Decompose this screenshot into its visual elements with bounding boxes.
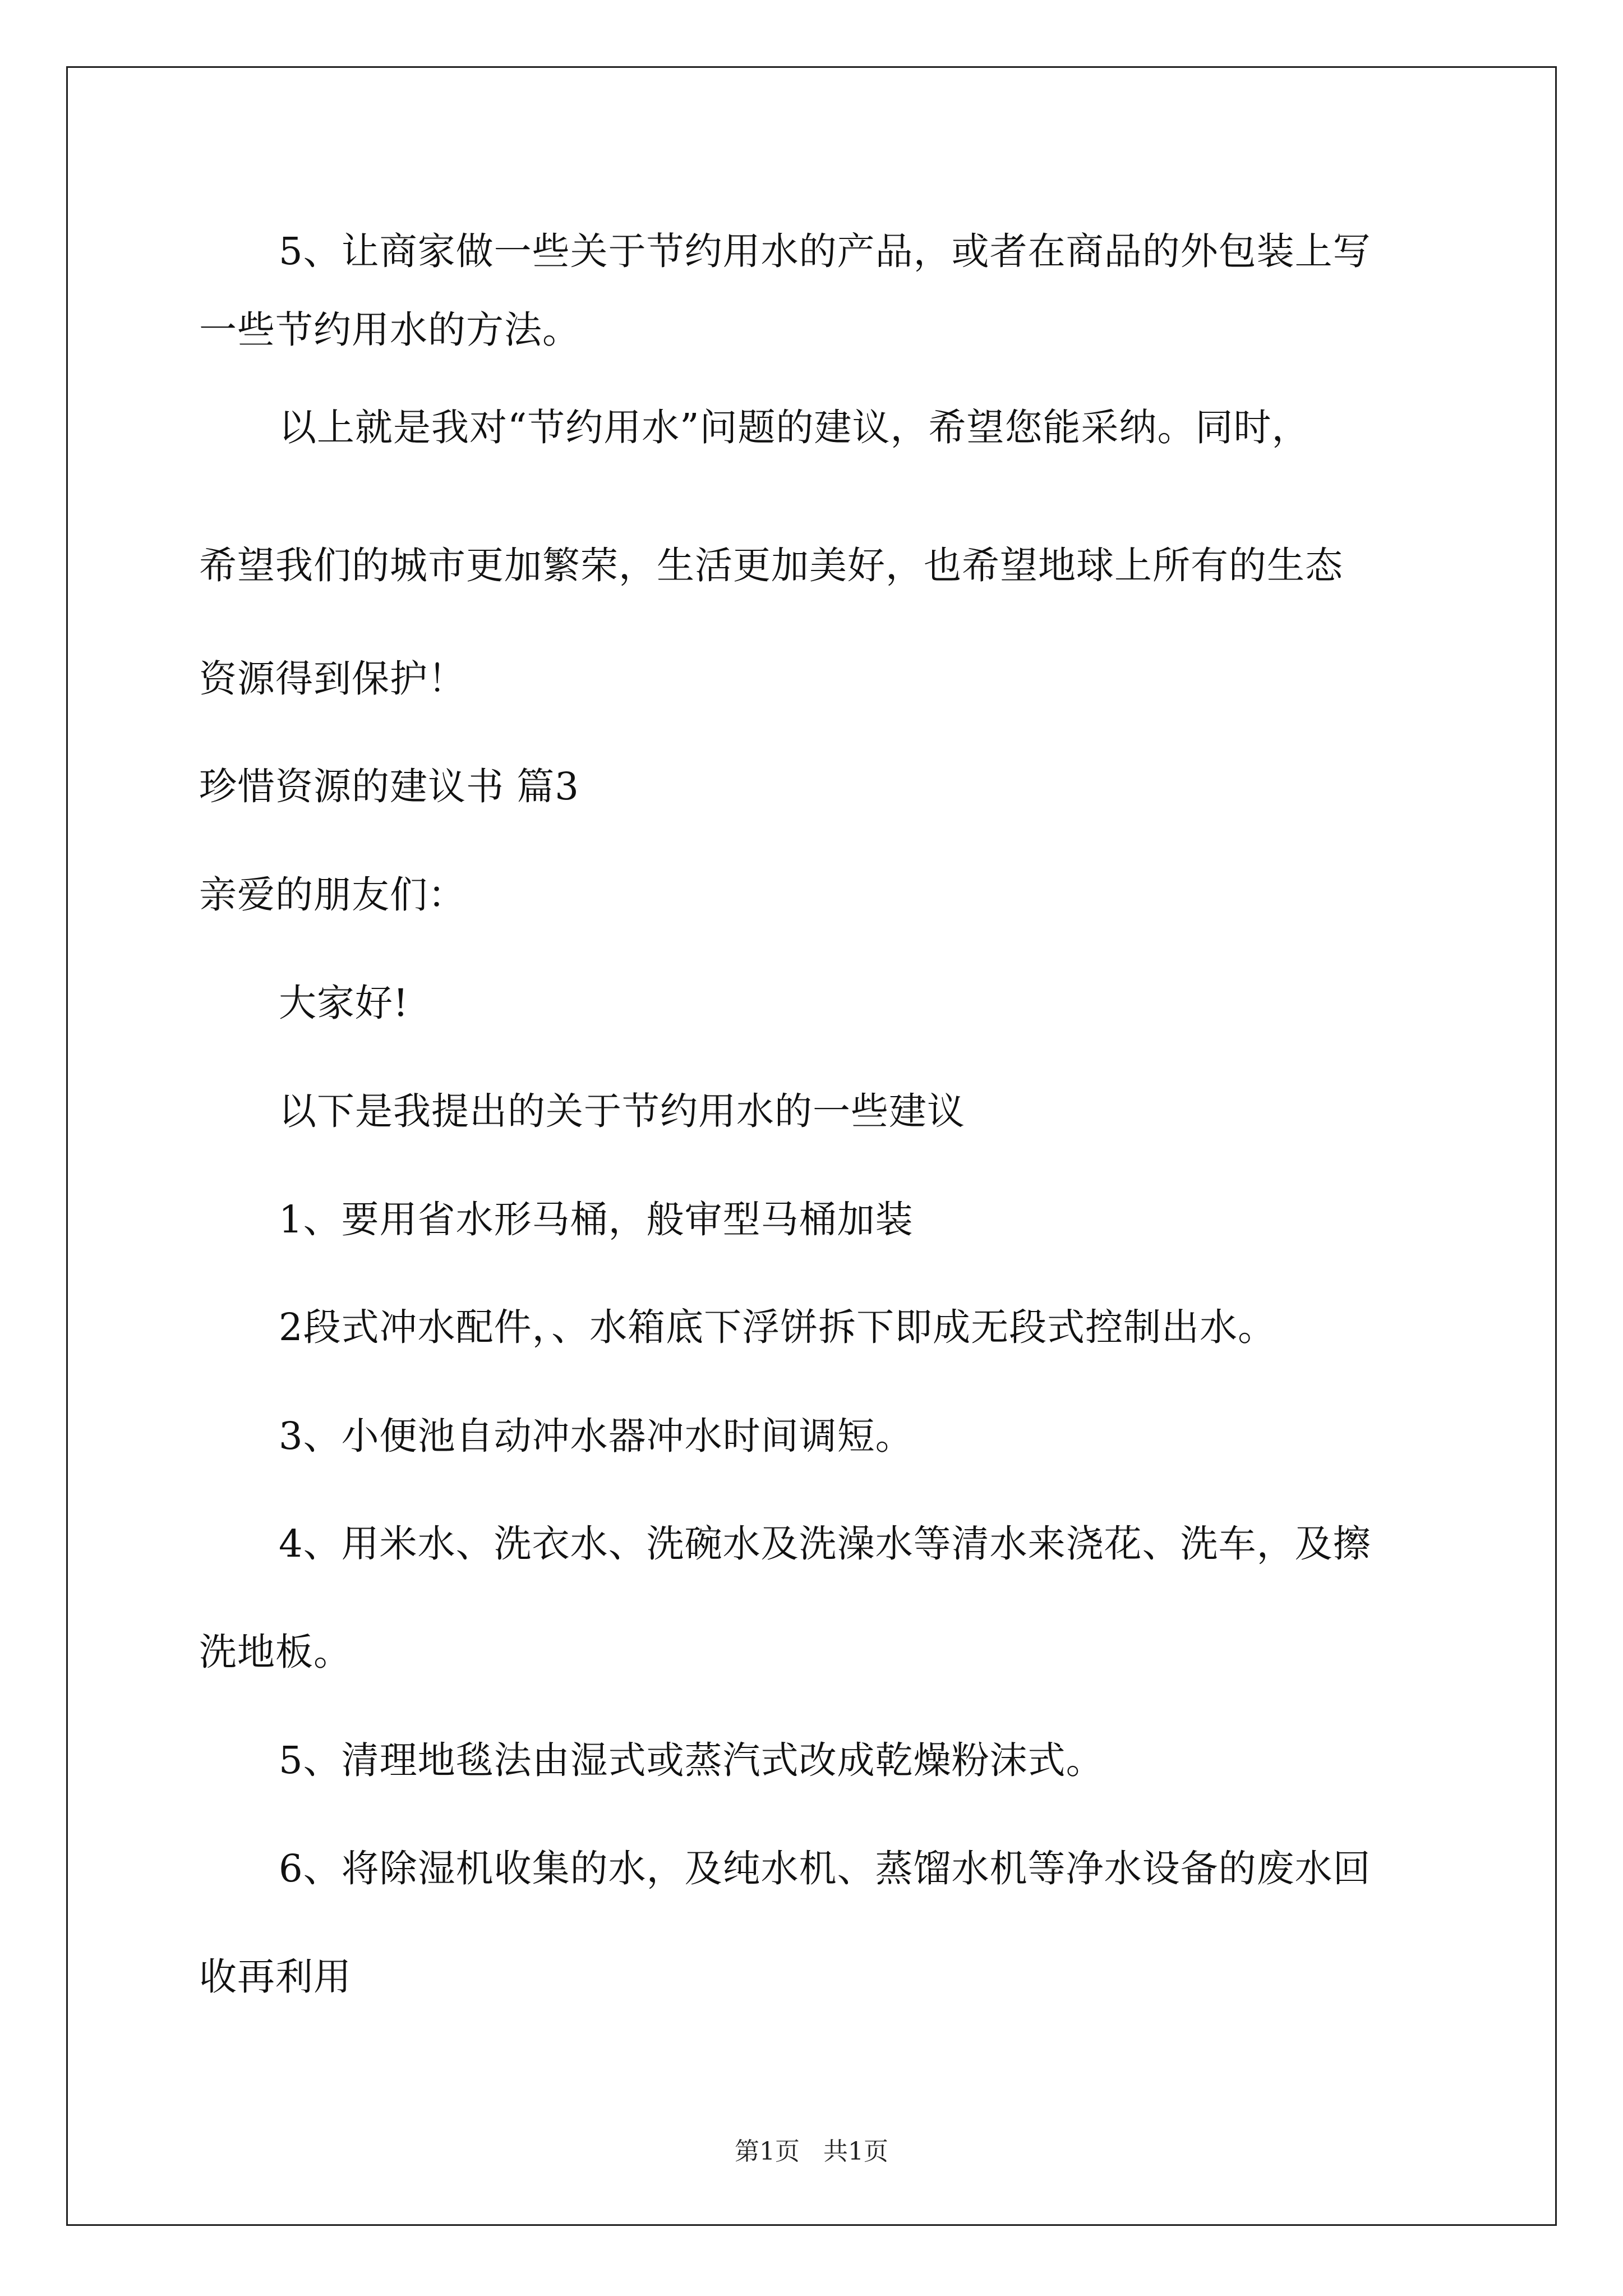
paragraph-line: 以下是我提出的关于节约用水的一些建议 (279, 1089, 965, 1133)
list-item: 2段式冲水配件，、水箱底下浮饼拆下即成无段式控制出水。 (279, 1305, 1276, 1349)
list-item: 4、用米水、洗衣水、洗碗水及洗澡水等清水来浇花、洗车，及擦 (279, 1522, 1371, 1566)
paragraph-line: 资源得到保护！ (199, 657, 466, 701)
greeting: 大家好! (279, 981, 409, 1025)
list-item: 6、将除湿机收集的水，及纯水机、蒸馏水机等净水设备的废水回 (279, 1847, 1371, 1890)
salutation: 亲爱的朋友们： (199, 873, 466, 917)
page-border (66, 66, 1557, 2226)
paragraph-line: 5、让商家做一些关于节约用水的产品，或者在商品的外包装上写 (279, 229, 1371, 273)
list-item: 5、清理地毯法由湿式或蒸汽式改成乾燥粉沫式。 (279, 1738, 1104, 1782)
paragraph-line: 一些节约用水的方法。 (199, 308, 580, 352)
page-footer (0, 2136, 1623, 2168)
list-item-continuation: 收再利用 (199, 1955, 352, 1999)
paragraph-line: 以上就是我对“节约用水”问题的建议，希望您能采纳。同时， (279, 406, 1310, 449)
section-heading: 珍惜资源的建议书 篇3 (199, 765, 579, 808)
page-total: 共1页 (823, 2137, 888, 2166)
paragraph-line: 希望我们的城市更加繁荣，生活更加美好，也希望地球上所有的生态 (199, 544, 1343, 587)
list-item-continuation: 洗地板。 (199, 1630, 352, 1674)
list-item: 3、小便池自动冲水器冲水时间调短。 (279, 1414, 914, 1458)
page-number: 第1页 (735, 2137, 800, 2166)
list-item: 1、要用省水形马桶，般审型马桶加装 (279, 1198, 914, 1241)
